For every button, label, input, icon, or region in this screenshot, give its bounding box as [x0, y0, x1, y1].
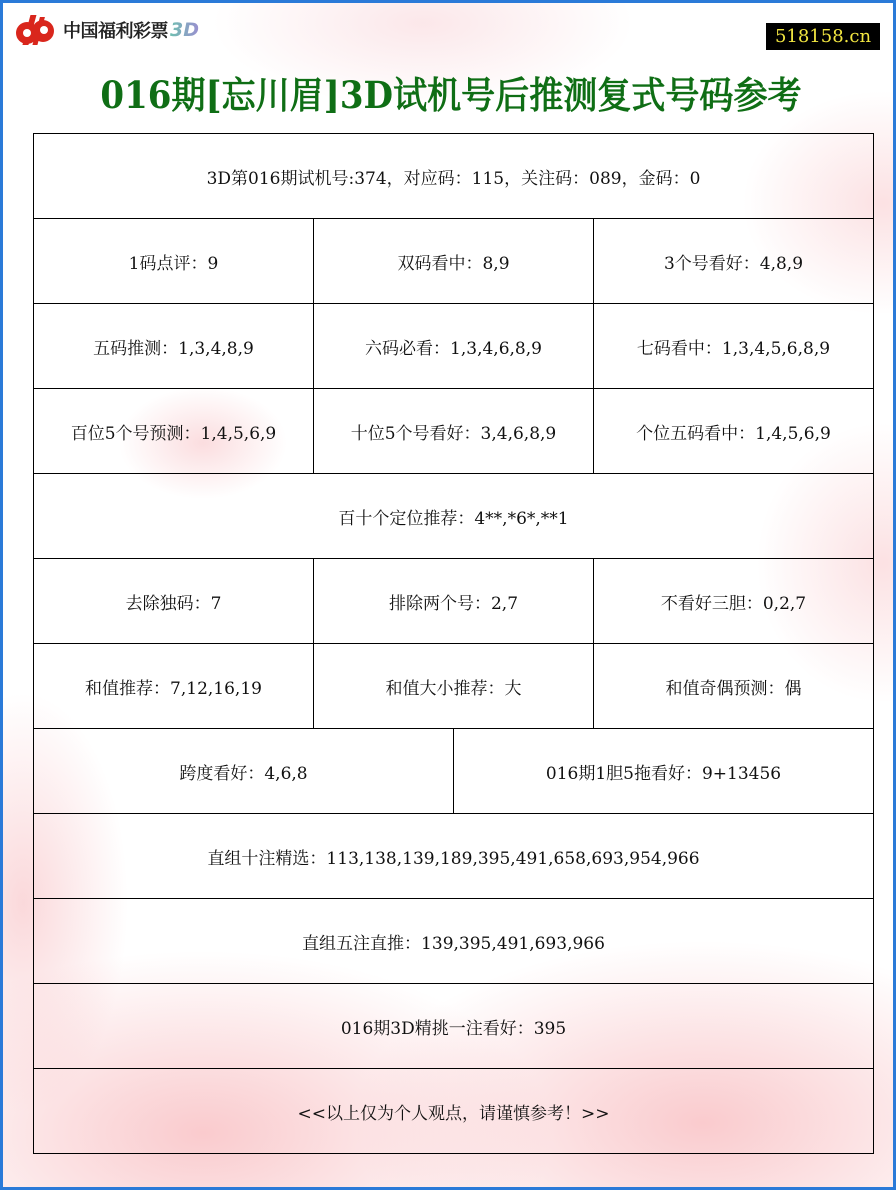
table-row	[34, 1069, 873, 1154]
span-cell: 跨度看好：4,6,8	[34, 729, 454, 813]
one-banker-five-drag-cell: 016期1胆5拖看好：9+13456	[545, 763, 782, 784]
page-title: 016期[忘川眉]3D试机号后推测复式号码参考	[100, 73, 802, 117]
ten-picks-cell: 直组十注精选：113,138,139,189,395,491,658,693,954,966	[207, 848, 700, 869]
five-picks-cell: 直组五注直推：139,395,491,693,966	[302, 933, 605, 954]
lottery-logo	[13, 13, 199, 47]
sum-parity-cell: 和值奇偶预测：偶	[665, 678, 802, 699]
seven-code-cell: 七码看中：1,3,4,5,6,8,9	[636, 338, 831, 359]
five-code-cell: 五码推测：1,3,4,8,9	[34, 304, 314, 388]
position-recommend-cell: 百十个定位推荐：4**,*6*,**1	[338, 508, 569, 529]
disclaimer-cell: <<以上仅为个人观点，请谨慎参考！>>	[297, 1103, 610, 1124]
six-code-cell: 六码必看：1,3,4,6,8,9	[314, 304, 594, 388]
table-row	[34, 389, 873, 474]
logo-text: 中国福利彩票	[63, 21, 168, 42]
table-row	[34, 814, 873, 899]
exclude-two-cell: 排除两个号：2,7	[314, 559, 594, 643]
table-row	[34, 644, 873, 729]
table-row	[34, 304, 873, 389]
table-row	[34, 134, 873, 219]
table-row	[34, 899, 873, 984]
table-row	[34, 729, 873, 814]
hundreds-cell: 百位5个号预测：1,4,5,6,9	[34, 389, 314, 473]
tens-cell: 十位5个号看好：3,4,6,8,9	[314, 389, 594, 473]
exclude-single-cell: 去除独码：7	[34, 559, 314, 643]
best-pick-cell: 016期3D精挑一注看好：395	[340, 1018, 567, 1039]
exclude-three-cell: 不看好三胆：0,2,7	[660, 593, 807, 614]
sum-recommend-cell: 和值推荐：7,12,16,19	[34, 644, 314, 728]
logo-3d-label: 3D	[170, 19, 199, 41]
two-code-cell: 双码看中：8,9	[314, 219, 594, 303]
one-code-cell: 1码点评：9	[34, 219, 314, 303]
three-code-cell: 3个号看好：4,8,9	[663, 253, 804, 274]
sum-size-cell: 和值大小推荐：大	[314, 644, 594, 728]
welfare-lottery-logo-icon	[13, 13, 57, 47]
trial-number-cell: 3D第016期试机号:374，对应码：115，关注码：089，金码：0	[206, 168, 701, 189]
table-row	[34, 984, 873, 1069]
prediction-table	[33, 133, 874, 1154]
table-row	[34, 219, 873, 304]
table-row	[34, 559, 873, 644]
units-cell: 个位五码看中：1,4,5,6,9	[636, 423, 831, 444]
site-badge[interactable]: 518158.cn	[766, 23, 880, 50]
table-row	[34, 474, 873, 559]
